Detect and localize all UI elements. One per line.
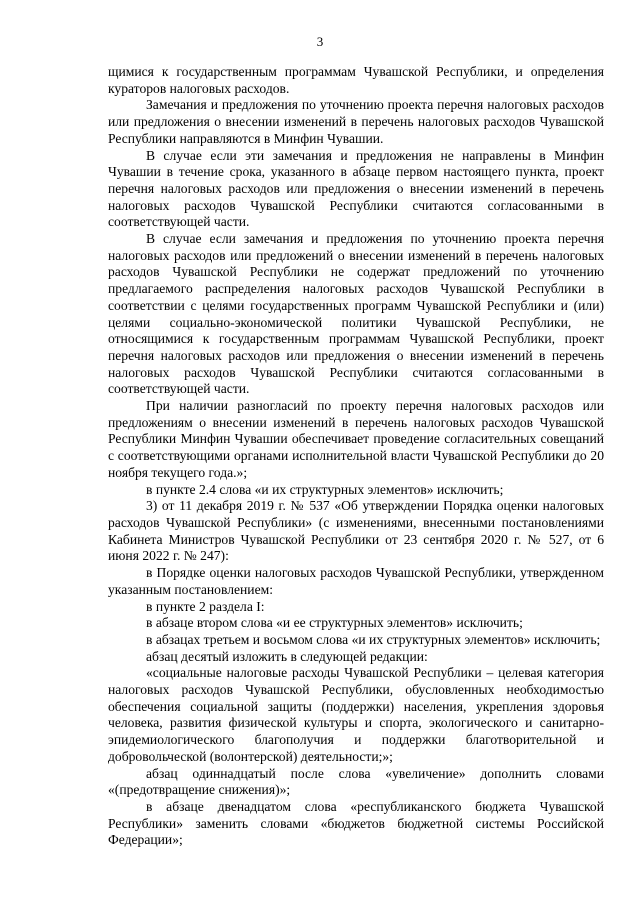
paragraph: В случае если замечания и предложения по уточнению проекта перечня налоговых расходов или предложений о внесении изменений в перечень налоговых расходов Чувашской Республики не содержат предложений по уточнению предлагаемого распределения налоговых расходов Чувашской Республики в соответствии с целями государственных программ Чувашской Республики и (или) целями социально-экономической политики Чувашской Республики, не относящимися к государственным программам Чувашской Республики, проект перечня налоговых расходов или предложения о внесении изменений в перечень налоговых расходов Чувашской Республики считаются согласованными в соответствующей части. — [108, 231, 604, 397]
paragraph: в абзаце втором слова «и ее структурных элементов» исключить; — [146, 615, 523, 631]
paragraph: в абзацах третьем и восьмом слова «и их структурных элементов» исключить; — [146, 631, 601, 647]
paragraph: При наличии разногласий по проекту перечня налоговых расходов или предложениям о внесении изменений в перечень налоговых расходов Чувашской Республики Минфин Чувашии обеспечивает проведение согласительных совещаний с соответствующими органами исполнительной власти Чувашской Республики до 20 ноября текущего года.»; — [108, 398, 604, 480]
paragraph: абзац одиннадцатый после слова «увеличение» дополнить словами «(предотвращение снижения)»; — [108, 765, 604, 798]
page-number: 3 — [316, 34, 324, 49]
paragraph: в пункте 2 раздела I: — [146, 598, 265, 614]
paragraph: щимися к государственным программам Чувашской Республики, и определения кураторов налоговых расходов. — [108, 64, 604, 96]
paragraph: 3) от 11 декабря 2019 г. № 537 «Об утверждении Порядка оценки налоговых расходов Чувашской Республики» (с изменениями, внесенными постановлениями Кабинета Министров Чувашской Республики от 23 сентября 2020 г. № 527, от 6 июня 2022 г. № 247): — [108, 498, 604, 564]
document-body — [108, 64, 604, 849]
paragraph: в абзаце двенадцатом слова «республиканского бюджета Чувашской Республики» заменить словами «бюджетов бюджетной системы Российской Федерации»; — [108, 798, 604, 848]
paragraph: в Порядке оценки налоговых расходов Чувашской Республики, утвержденном указанным постановлением: — [108, 565, 604, 597]
paragraph: «социальные налоговые расходы Чувашской Республики – целевая категория налоговых расходов Чувашской Республики, обусловленных необходимостью обеспечения социальной защиты (поддержки) населения, укрепления здоровья человека, развития физической культуры и спорта, экологического и санитарно-эпидемиологического благополучия и поддержки благотворительной и добровольческой (волонтерской) деятельности;»; — [108, 665, 604, 764]
paragraph: В случае если эти замечания и предложения не направлены в Минфин Чувашии в течение срока, указанного в абзаце первом настоящего пункта, проект перечня налоговых расходов или предложения о внесении изменений в перечень налоговых расходов Чувашской Республики считаются согласованными в соответствующей части. — [108, 147, 604, 230]
paragraph: абзац десятый изложить в следующей редакции: — [146, 648, 428, 664]
paragraph: в пункте 2.4 слова «и их структурных элементов» исключить; — [146, 481, 504, 497]
paragraph: Замечания и предложения по уточнению проекта перечня налоговых расходов или предложения о внесении изменений в перечень налоговых расходов Чувашской Республики направляются в Минфин Чувашии. — [108, 97, 604, 146]
